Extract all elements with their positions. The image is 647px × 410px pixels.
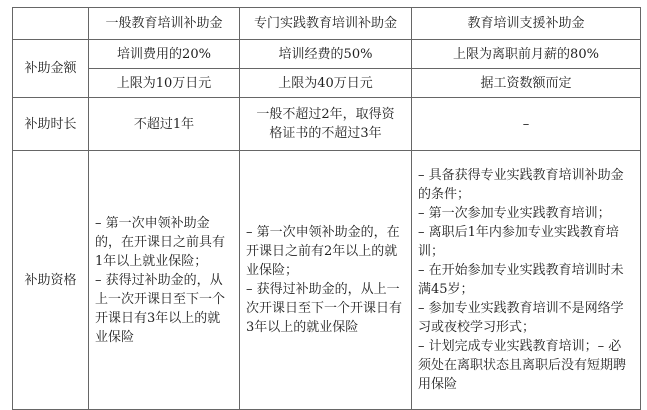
list-item: – 在开始参加专业实践教育培训时未满45岁；: [418, 263, 624, 297]
list-item: – 参加专业实践教育培训不是网络学习或夜校学习形式；: [418, 301, 624, 335]
duration-cell: 一般不超过2年，取得资格证书的不超过3年: [240, 98, 412, 151]
eligibility-cell: [89, 151, 240, 410]
list-item: – 离职后1年内参加专业实践教育培训；: [418, 225, 619, 259]
row-header-duration: 补助时长: [13, 98, 89, 151]
row-header-amount: 补助金额: [13, 40, 89, 98]
list-item: – 第一次申领补助金的，在开课日之前具有1年以上就业保险；: [95, 215, 226, 269]
corner-cell: [13, 8, 89, 40]
subsidy-comparison-table: [12, 7, 641, 410]
eligibility-cell: [240, 151, 412, 410]
list-item: – 获得过补助金的，从上一次开课日至下一个开课日有3年以上的就业保险: [246, 282, 403, 335]
list-item: – 第一次申领补助金的，在开课日之前有2年以上的就业保险；: [246, 225, 400, 278]
header-row: [13, 8, 641, 40]
list-item: – 获得过补助金的，从上一次开课日至下一个开课日有3年以上的就业保险: [95, 272, 226, 345]
table-row: [13, 151, 641, 410]
amount-rate-cell: 培训经费的50%: [240, 40, 412, 69]
amount-rate-cell: 上限为离职前月薪的80%: [412, 40, 641, 69]
amount-cap-cell: 上限为10万日元: [89, 69, 240, 98]
column-header-specialized-practical-training: 专门实践教育培训补助金: [240, 8, 412, 40]
eligibility-list: [95, 214, 233, 347]
row-header-eligibility: 补助资格: [13, 151, 89, 410]
table-row: [13, 40, 641, 69]
table-row: [13, 69, 641, 98]
eligibility-cell: [412, 151, 641, 410]
eligibility-list: [246, 223, 405, 337]
list-item: – 计划完成专业实践教育培训；– 必须处在离职状态且离职后没有短期聘用保险: [418, 339, 627, 392]
amount-cap-cell: 上限为40万日元: [240, 69, 412, 98]
table-row: [13, 98, 641, 151]
amount-cap-cell: 据工资数额而定: [412, 69, 641, 98]
duration-cell: 不超过1年: [89, 98, 240, 151]
list-item: – 第一次参加专业实践教育培训；: [418, 206, 611, 221]
eligibility-list: [418, 166, 634, 394]
list-item: – 具备获得专业实践教育培训补助金的条件；: [418, 168, 624, 202]
column-header-training-support: 教育培训支援补助金: [412, 8, 641, 40]
amount-rate-cell: 培训费用的20%: [89, 40, 240, 69]
column-header-general-training: 一般教育培训补助金: [89, 8, 240, 40]
duration-cell: –: [412, 98, 641, 151]
